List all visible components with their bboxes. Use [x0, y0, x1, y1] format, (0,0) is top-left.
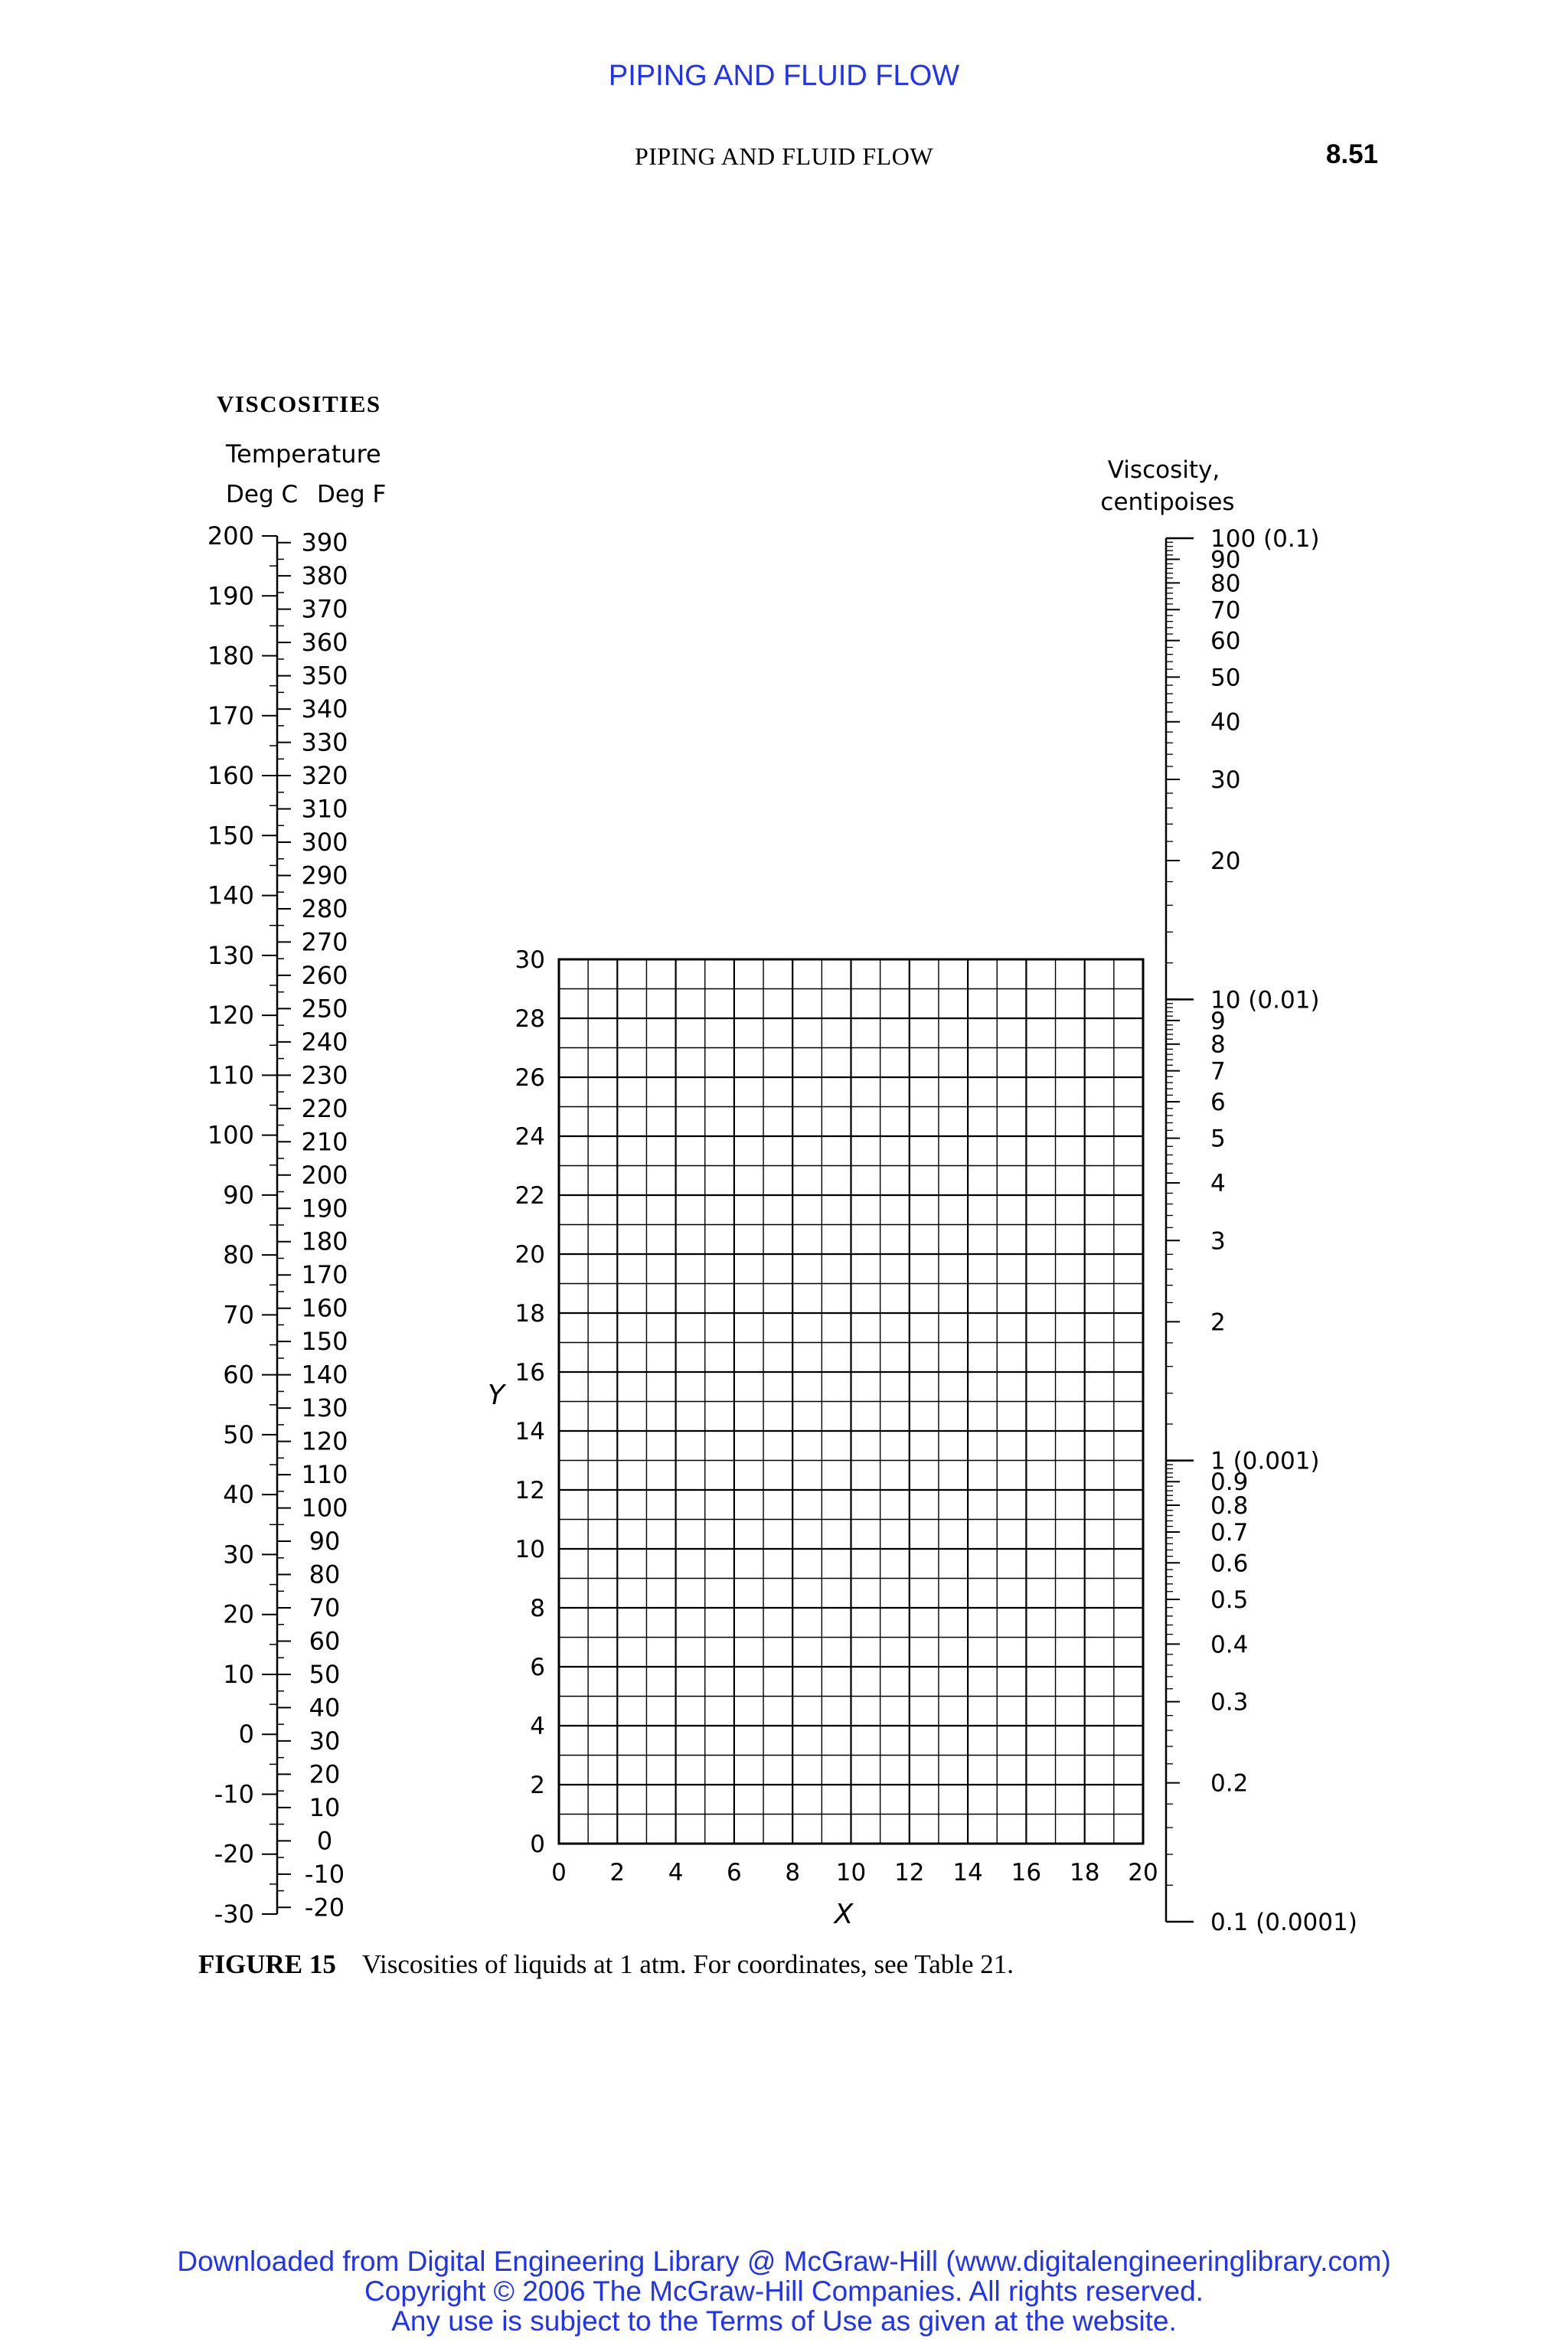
- deg-c-tick-label: 150: [207, 821, 254, 851]
- temperature-title: Temperature: [226, 439, 381, 469]
- deg-f-tick-label: 170: [301, 1260, 348, 1290]
- deg-c-tick-label: 130: [207, 940, 254, 970]
- deg-f-tick-label: 50: [309, 1659, 341, 1689]
- deg-c-tick-label: 70: [223, 1300, 254, 1330]
- viscosity-tick-label: 0.4: [1210, 1631, 1249, 1659]
- viscosity-tick-label: 0.1 (0.0001): [1210, 1909, 1357, 1936]
- deg-f-tick-label: 270: [301, 927, 348, 957]
- x-tick-label: 10: [835, 1859, 867, 1886]
- deg-c-tick-label: 10: [223, 1659, 254, 1689]
- viscosity-tick-label: 8: [1210, 1031, 1226, 1059]
- deg-c-tick-label: -20: [214, 1839, 254, 1869]
- viscosity-tick-label: 0.7: [1210, 1518, 1249, 1547]
- viscosity-tick-label: 80: [1210, 570, 1241, 598]
- deg-f-tick-label: 160: [301, 1293, 348, 1323]
- deg-c-tick-label: 40: [223, 1480, 254, 1510]
- deg-c-tick-label: 60: [223, 1360, 254, 1390]
- deg-f-tick-label: 360: [301, 628, 348, 658]
- deg-f-tick-label: 340: [301, 694, 348, 724]
- y-tick-label: 28: [514, 1005, 545, 1033]
- y-tick-label: 18: [514, 1300, 545, 1328]
- viscosity-tick-label: 0.9: [1210, 1468, 1249, 1497]
- y-tick-label: 8: [530, 1595, 545, 1622]
- x-tick-label: 18: [1069, 1859, 1100, 1886]
- deg-f-tick-label: 150: [301, 1327, 348, 1357]
- viscosity-tick-label: 20: [1210, 848, 1241, 876]
- deg-f-tick-label: 390: [301, 528, 348, 557]
- deg-c-tick-label: 200: [207, 521, 254, 550]
- x-tick-label: 8: [785, 1859, 801, 1886]
- y-tick-label: 16: [514, 1359, 545, 1387]
- deg-c-tick-label: 100: [207, 1120, 254, 1150]
- viscosity-tick-label: 5: [1210, 1125, 1226, 1153]
- top-header-link[interactable]: PIPING AND FLUID FLOW: [608, 60, 960, 92]
- viscosity-tick-label: 3: [1210, 1227, 1226, 1256]
- running-head: PIPING AND FLUID FLOW: [634, 142, 934, 170]
- temperature-scale: [207, 439, 386, 1929]
- y-tick-label: 12: [514, 1477, 545, 1504]
- deg-f-tick-label: 370: [301, 594, 348, 624]
- deg-f-tick-label: 260: [301, 960, 348, 990]
- deg-f-tick-label: 70: [309, 1593, 341, 1622]
- deg-c-tick-label: 0: [238, 1720, 254, 1749]
- y-tick-label: 24: [514, 1123, 545, 1151]
- viscosity-title-line2: centipoises: [1100, 488, 1235, 516]
- viscosity-tick-label: 90: [1210, 546, 1241, 574]
- deg-c-tick-label: 180: [207, 641, 254, 671]
- deg-f-tick-label: 30: [309, 1726, 341, 1756]
- deg-f-label: Deg F: [317, 481, 387, 508]
- y-tick-label: 20: [514, 1241, 545, 1269]
- x-tick-label: 12: [894, 1859, 925, 1886]
- deg-c-tick-label: -10: [214, 1779, 254, 1809]
- viscosity-tick-label: 4: [1210, 1170, 1226, 1198]
- deg-f-tick-label: 180: [301, 1227, 348, 1256]
- y-tick-label: 14: [514, 1418, 545, 1446]
- deg-c-tick-label: 90: [223, 1180, 254, 1210]
- y-axis-title: Y: [488, 1380, 505, 1411]
- viscosity-tick-label: 30: [1210, 766, 1241, 794]
- deg-f-tick-label: 190: [301, 1194, 348, 1223]
- deg-f-tick-label: 230: [301, 1060, 348, 1090]
- deg-c-tick-label: 80: [223, 1240, 254, 1270]
- x-tick-label: 6: [727, 1859, 742, 1886]
- x-tick-label: 16: [1011, 1859, 1042, 1886]
- deg-c-tick-label: 30: [223, 1540, 254, 1570]
- deg-c-label: Deg C: [226, 481, 299, 508]
- viscosity-tick-label: 100 (0.1): [1210, 525, 1320, 553]
- footer-line-3: Any use is subject to the Terms of Use as given at the website.: [391, 2305, 1177, 2337]
- deg-f-tick-label: 250: [301, 994, 348, 1024]
- y-tick-label: 30: [514, 946, 545, 974]
- section-title: VISCOSITIES: [217, 390, 381, 417]
- y-tick-label: 0: [530, 1831, 545, 1858]
- caption-label: FIGURE 15: [198, 1949, 336, 1979]
- deg-f-tick-label: 300: [301, 828, 348, 857]
- x-tick-label: 0: [551, 1859, 567, 1886]
- viscosity-tick-label: 70: [1210, 596, 1241, 625]
- deg-c-tick-label: 140: [207, 880, 254, 910]
- deg-c-tick-label: 50: [223, 1419, 254, 1449]
- viscosity-tick-label: 0.8: [1210, 1492, 1249, 1521]
- deg-f-tick-label: 90: [309, 1527, 341, 1557]
- deg-f-tick-label: 380: [301, 561, 348, 591]
- viscosity-tick-label: 0.6: [1210, 1550, 1249, 1578]
- deg-c-tick-label: -30: [214, 1900, 254, 1929]
- y-tick-label: 10: [514, 1536, 545, 1563]
- deg-c-tick-label: 20: [223, 1599, 254, 1629]
- viscosity-tick-label: 1 (0.001): [1210, 1447, 1320, 1475]
- y-tick-label: 22: [514, 1182, 545, 1210]
- deg-f-tick-label: 290: [301, 861, 348, 890]
- deg-f-tick-label: 130: [301, 1393, 348, 1423]
- viscosity-tick-label: 50: [1210, 664, 1241, 692]
- viscosity-tick-label: 6: [1210, 1088, 1226, 1116]
- deg-f-tick-label: 320: [301, 761, 348, 791]
- deg-f-tick-label: 40: [309, 1693, 341, 1723]
- deg-f-tick-label: 120: [301, 1426, 348, 1456]
- deg-c-tick-label: 160: [207, 761, 254, 791]
- x-tick-label: 4: [668, 1859, 684, 1886]
- x-axis-title: X: [834, 1899, 854, 1930]
- viscosity-tick-label: 60: [1210, 627, 1241, 655]
- viscosity-tick-label: 0.5: [1210, 1586, 1249, 1614]
- footer: [0, 2246, 1568, 2336]
- viscosity-title-line1: Viscosity,: [1107, 456, 1220, 484]
- deg-f-tick-label: 210: [301, 1127, 348, 1157]
- xy-coordinate-grid: [488, 946, 1158, 1930]
- deg-f-tick-label: 140: [301, 1360, 348, 1390]
- viscosity-scale: [1100, 456, 1357, 1936]
- deg-f-tick-label: 330: [301, 727, 348, 757]
- deg-f-tick-label: 280: [301, 893, 348, 923]
- deg-f-tick-label: 60: [309, 1626, 341, 1656]
- figure-caption: [198, 1949, 1014, 1980]
- viscosity-tick-label: 7: [1210, 1057, 1226, 1086]
- deg-f-tick-label: 80: [309, 1560, 341, 1589]
- y-tick-label: 2: [530, 1772, 545, 1799]
- y-tick-label: 6: [530, 1654, 545, 1681]
- deg-f-tick-label: 20: [309, 1759, 341, 1789]
- viscosity-tick-label: 40: [1210, 708, 1241, 737]
- deg-f-tick-label: 100: [301, 1493, 348, 1523]
- deg-f-tick-label: 200: [301, 1160, 348, 1190]
- deg-f-tick-label: 110: [301, 1460, 348, 1490]
- deg-c-tick-label: 190: [207, 581, 254, 611]
- footer-line-2: Copyright © 2006 The McGraw-Hill Companies. All rights reserved.: [364, 2275, 1204, 2307]
- deg-f-tick-label: 240: [301, 1027, 348, 1057]
- viscosity-tick-label: 0.3: [1210, 1688, 1249, 1717]
- deg-c-tick-label: 170: [207, 701, 254, 730]
- viscosity-tick-label: 0.2: [1210, 1769, 1249, 1798]
- deg-f-tick-label: 310: [301, 794, 348, 824]
- x-tick-label: 20: [1128, 1859, 1158, 1886]
- deg-f-tick-label: 350: [301, 661, 348, 691]
- caption-text: Viscosities of liquids at 1 atm. For coordinates, see Table 21.: [361, 1949, 1014, 1979]
- viscosity-tick-label: 10 (0.01): [1210, 986, 1320, 1014]
- deg-f-tick-label: 220: [301, 1093, 348, 1123]
- footer-line-1[interactable]: Downloaded from Digital Engineering Library @ McGraw-Hill (www.digitalengineeringlibrary.com): [177, 2246, 1391, 2277]
- deg-f-tick-label: -20: [304, 1893, 345, 1922]
- deg-f-tick-label: 0: [316, 1826, 333, 1856]
- deg-f-tick-label: 10: [309, 1792, 341, 1822]
- page-number: 8.51: [1325, 139, 1378, 169]
- deg-c-tick-label: 110: [207, 1060, 254, 1090]
- viscosity-tick-label: 9: [1210, 1007, 1226, 1035]
- x-tick-label: 14: [952, 1859, 983, 1886]
- viscosity-tick-label: 2: [1210, 1308, 1226, 1337]
- x-tick-label: 2: [609, 1859, 626, 1886]
- deg-c-tick-label: 120: [207, 1001, 254, 1031]
- deg-f-tick-label: -10: [304, 1859, 345, 1889]
- y-tick-label: 26: [514, 1064, 545, 1092]
- y-tick-label: 4: [530, 1713, 545, 1740]
